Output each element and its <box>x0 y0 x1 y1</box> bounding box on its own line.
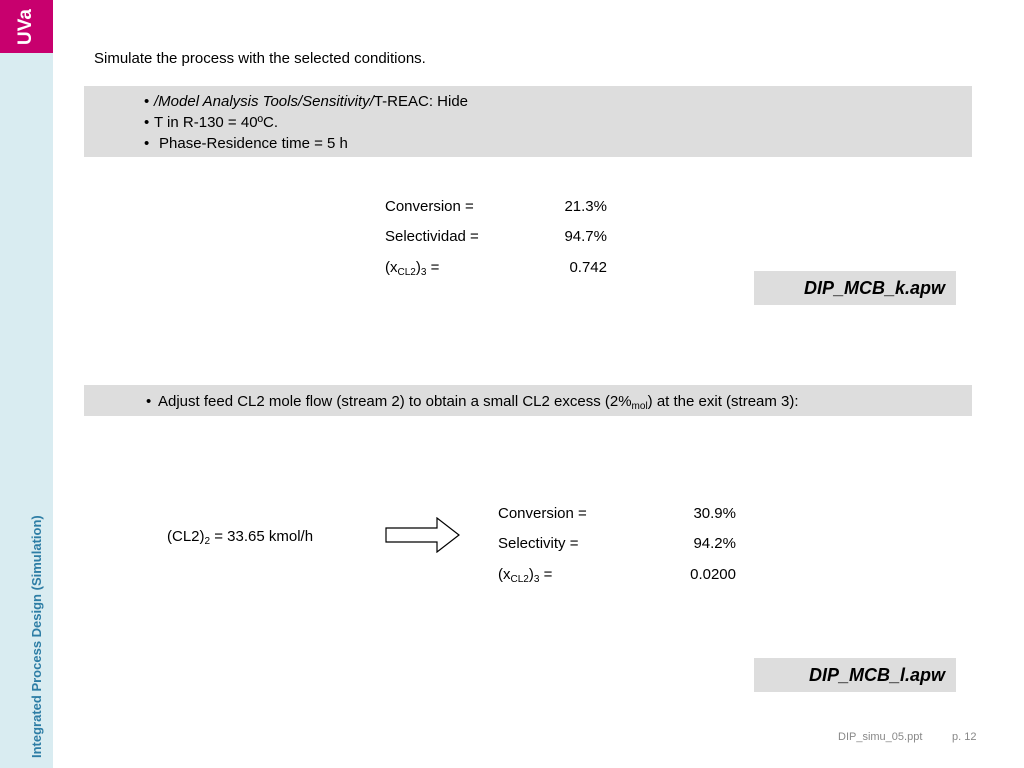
selectivity-label: Selectivity = <box>498 535 579 552</box>
results-table-1 <box>385 198 607 278</box>
conversion-label: Conversion = <box>498 505 587 522</box>
x-prefix: (x <box>385 259 398 276</box>
mole-fraction-value: 0.742 <box>569 259 607 276</box>
condition-item <box>84 93 972 114</box>
x-mid: ) <box>528 566 534 583</box>
cl2-value: = 33.65 kmol/h <box>210 528 314 545</box>
selectivity-row <box>385 228 479 245</box>
selectivity-row <box>498 535 578 552</box>
bullet-icon: • <box>144 114 150 131</box>
x-sub-stream: 3 <box>420 267 427 278</box>
adjust-text-end: ) at the exit (stream 3): <box>647 393 799 410</box>
temperature-condition: T in R-130 = 40ºC. <box>154 114 279 131</box>
cl2-flow-text <box>167 528 313 545</box>
conversion-label: Conversion = <box>385 198 474 215</box>
mole-fraction-row <box>498 566 552 583</box>
mole-fraction-value: 0.0200 <box>690 566 736 583</box>
x-suffix: = <box>426 259 440 276</box>
bullet-icon: • <box>144 93 150 110</box>
conversion-value: 30.9% <box>693 505 736 522</box>
menu-setting: T-REAC: Hide <box>373 93 469 110</box>
conditions-box <box>84 86 972 157</box>
menu-path: /Model Analysis Tools/Sensitivity/ <box>154 93 374 110</box>
file-label-l: DIP_MCB_l.apw <box>754 658 956 692</box>
conversion-row <box>385 198 474 215</box>
selectivity-value: 94.7% <box>564 228 607 245</box>
sidebar <box>0 0 53 768</box>
selectivity-value: 94.2% <box>693 535 736 552</box>
x-mid: ) <box>415 259 421 276</box>
page-number: p. 12 <box>952 731 977 743</box>
adjust-item <box>84 393 972 414</box>
x-sub-component: CL2 <box>397 267 416 278</box>
results-table-2 <box>498 505 736 587</box>
adjust-feed-box <box>84 385 972 416</box>
logo-text: UVa <box>15 9 36 45</box>
selectivity-label: Selectividad = <box>385 228 479 245</box>
course-title: Integrated Process Design (Simulation) <box>29 515 44 758</box>
file-label-k: DIP_MCB_k.apw <box>754 271 956 305</box>
condition-item <box>84 114 972 135</box>
right-arrow-icon <box>385 517 461 553</box>
conversion-value: 21.3% <box>564 198 607 215</box>
x-suffix: = <box>539 566 553 583</box>
adjust-text: Adjust feed CL2 mole flow (stream 2) to obtain a small CL2 excess (2% <box>158 393 632 410</box>
cl2-sub: 2 <box>204 536 211 547</box>
x-prefix: (x <box>498 566 511 583</box>
adjust-sub: mol <box>631 401 648 412</box>
x-sub-component: CL2 <box>510 574 529 585</box>
intro-text: Simulate the process with the selected conditions. <box>94 50 426 67</box>
footer-filename: DIP_simu_05.ppt <box>838 731 923 743</box>
condition-item <box>84 135 972 156</box>
cl2-prefix: (CL2) <box>167 528 205 545</box>
bullet-icon: • <box>146 393 152 410</box>
x-sub-stream: 3 <box>533 574 540 585</box>
bullet-icon: • <box>144 135 150 152</box>
conversion-row <box>498 505 587 522</box>
mole-fraction-row <box>385 259 439 276</box>
uva-logo <box>0 0 53 53</box>
residence-time-condition: Phase-Residence time = 5 h <box>159 135 348 152</box>
